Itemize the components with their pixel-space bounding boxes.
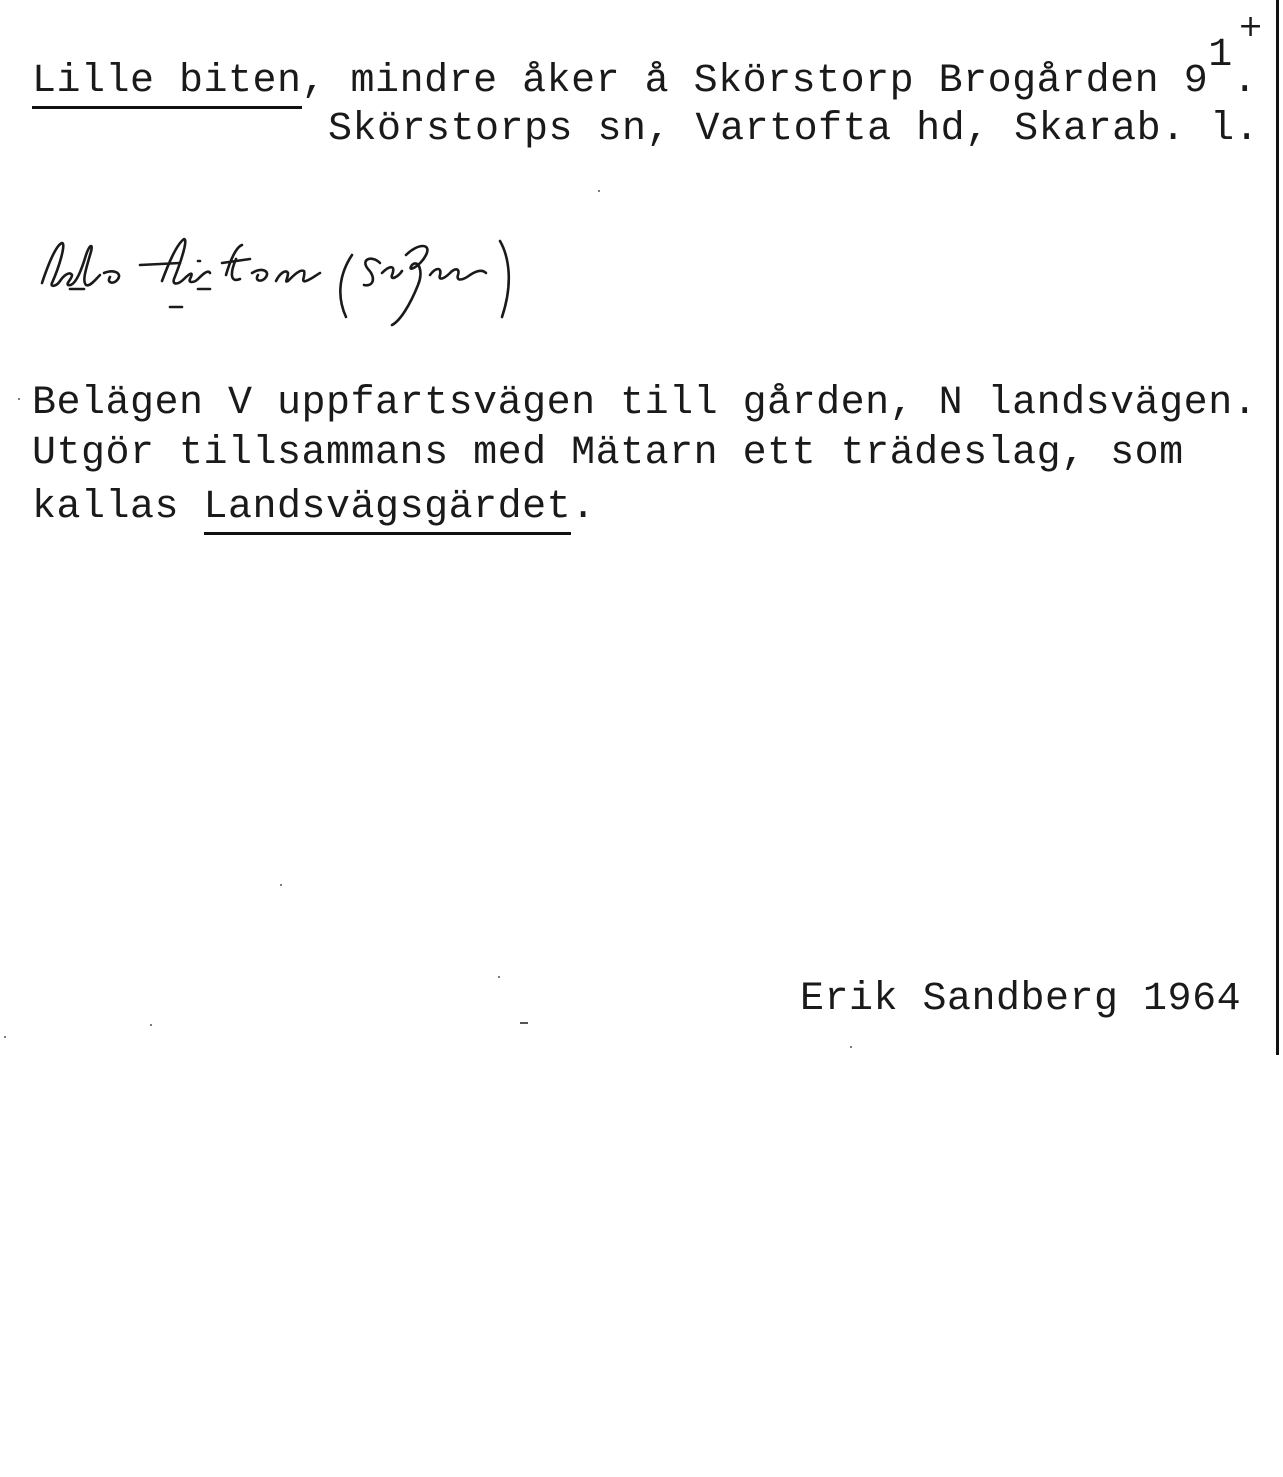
heading-superscript: 1	[1208, 33, 1233, 78]
signature: Erik Sandberg 1964	[800, 977, 1242, 1022]
paper-speck	[4, 1036, 6, 1038]
location-line: Skörstorps sn, Vartofta hd, Skarab. l.	[328, 107, 1260, 152]
heading-end: .	[1232, 59, 1258, 104]
paper-speck	[520, 1022, 528, 1024]
cross-mark: +	[1238, 9, 1264, 44]
paper-speck	[598, 190, 600, 192]
description-line-3	[32, 484, 596, 532]
handwriting-strokes	[30, 225, 600, 345]
description-line-3-prefix: kallas	[32, 485, 204, 530]
place-name: Lille biten	[32, 59, 302, 109]
card-edge-line	[1276, 0, 1279, 1055]
heading-line	[32, 33, 1258, 106]
field-name: Landsvägsgärdet	[204, 485, 572, 535]
paper-speck	[280, 884, 282, 886]
description-line-1: Belägen V uppfartsvägen till gården, N landsvägen.	[32, 381, 1258, 426]
description-line-2: Utgör tillsammans med Mätarn ett trädeslag, som	[32, 431, 1184, 476]
paper-speck	[850, 1046, 852, 1048]
handwritten-text	[30, 225, 38, 226]
paper-speck	[18, 398, 20, 400]
description-line-3-suffix: .	[571, 485, 596, 530]
paper-speck	[150, 1024, 152, 1026]
heading-description: , mindre åker å Skörstorp Brogården 9	[301, 59, 1209, 104]
paper-speck	[498, 976, 500, 978]
handwritten-pronunciation	[30, 225, 600, 345]
